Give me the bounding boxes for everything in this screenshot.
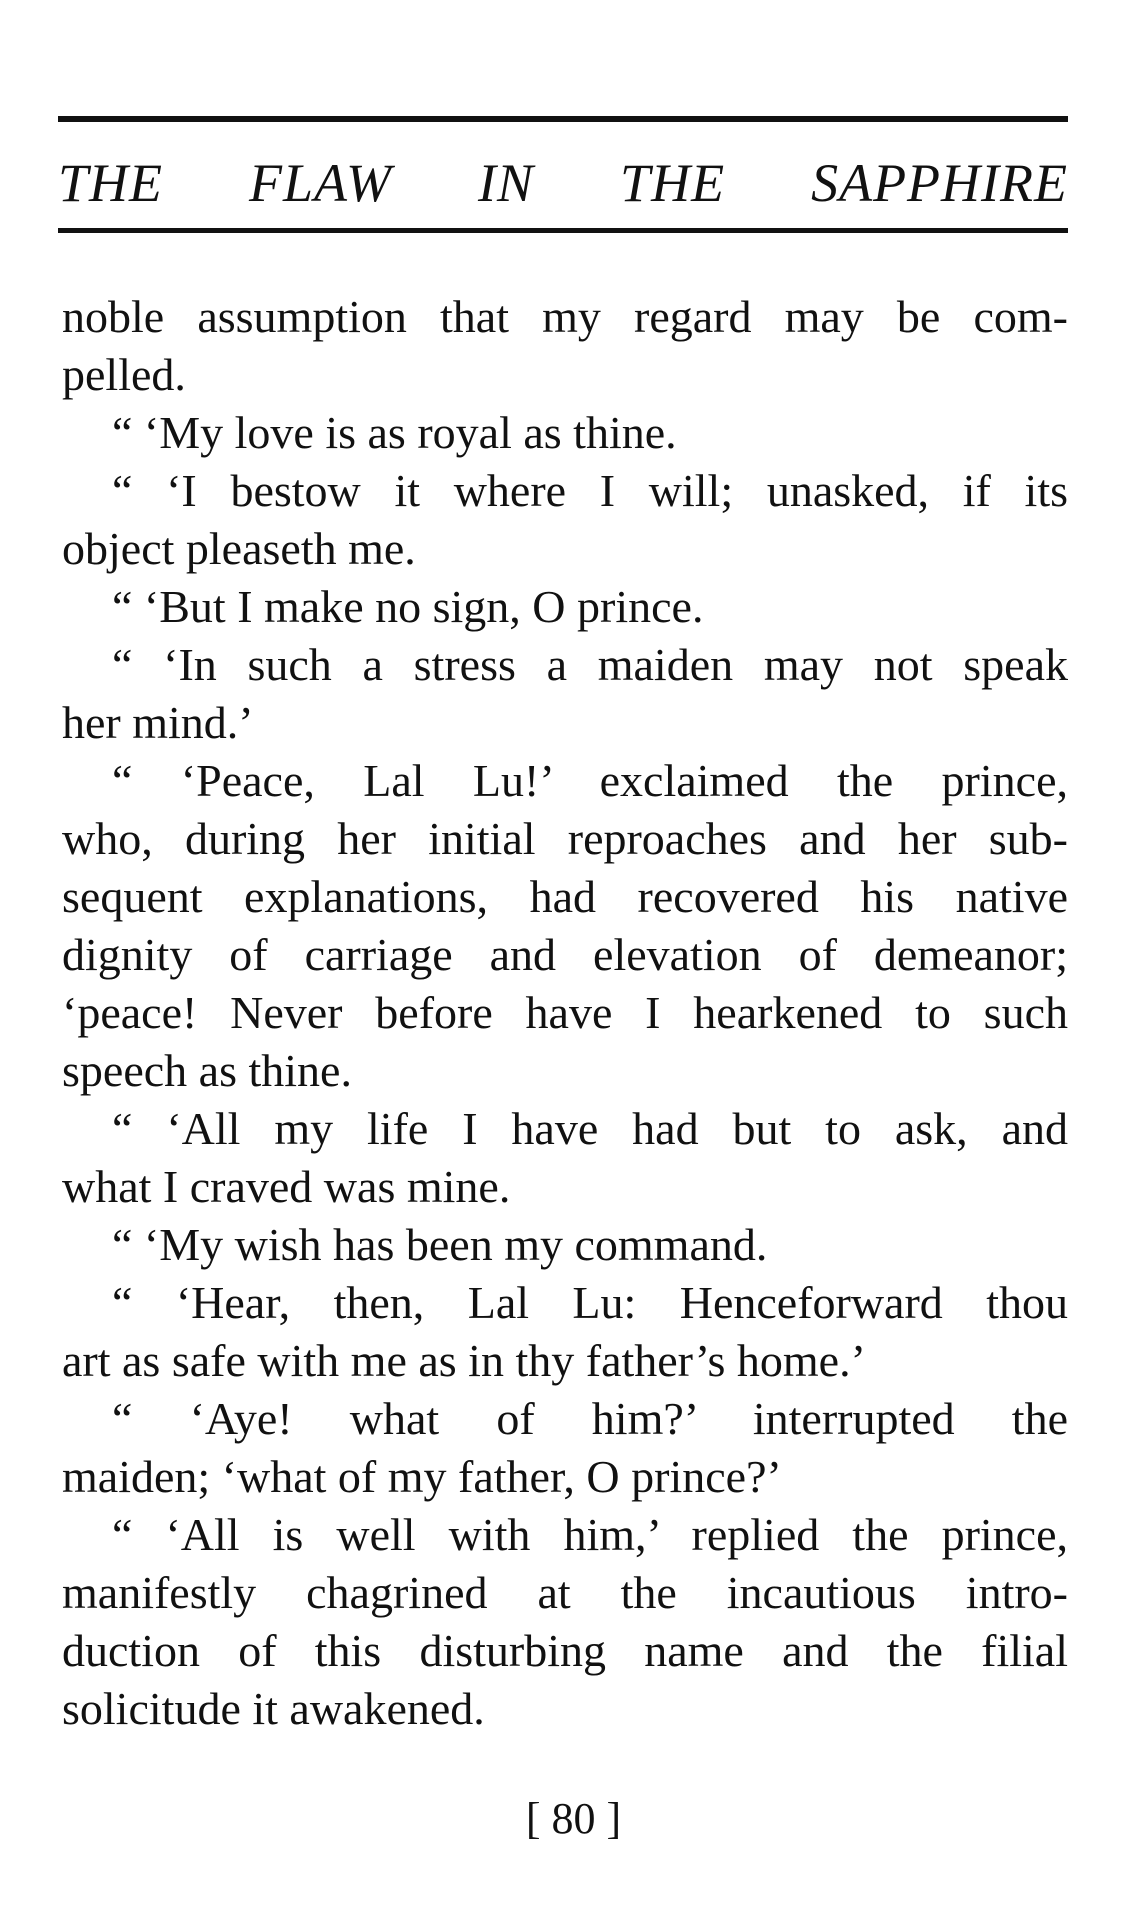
header-rule-top bbox=[58, 116, 1068, 122]
text-line: “ ‘Aye! what of him?’ interrupted the bbox=[112, 1393, 1068, 1444]
text-line: art as safe with me as in thy father’s home.’ bbox=[62, 1335, 866, 1386]
running-head-word: FLAW bbox=[249, 153, 393, 213]
text-line: dignity of carriage and elevation of demeanor; bbox=[62, 929, 1068, 980]
text-line: what I craved was mine. bbox=[62, 1161, 511, 1212]
text-line: “ ‘Hear, then, Lal Lu: Henceforward thou bbox=[112, 1277, 1068, 1328]
running-head bbox=[58, 148, 1068, 218]
text-line: “ ‘In such a stress a maiden may not speak bbox=[112, 639, 1068, 690]
text-line: pelled. bbox=[62, 349, 186, 400]
running-head-word: IN bbox=[478, 153, 535, 213]
text-line: object pleaseth me. bbox=[62, 523, 416, 574]
running-head-word: SAPPHIRE bbox=[811, 153, 1068, 213]
text-line: “ ‘All is well with him,’ replied the prince, bbox=[112, 1509, 1068, 1560]
running-head-word: THE bbox=[58, 153, 164, 213]
text-line: “ ‘But I make no sign, O prince. bbox=[112, 581, 704, 632]
text-line: sequent explanations, had recovered his native bbox=[62, 871, 1068, 922]
text-line: maiden; ‘what of my father, O prince?’ bbox=[62, 1451, 782, 1502]
page-number: [ 80 ] bbox=[525, 1794, 622, 1843]
text-line: ‘peace! Never before have I hearkened to such bbox=[62, 987, 1068, 1038]
running-head-word: THE bbox=[620, 153, 726, 213]
text-line: speech as thine. bbox=[62, 1045, 352, 1096]
text-line: “ ‘My love is as royal as thine. bbox=[112, 407, 677, 458]
text-line: “ ‘Peace, Lal Lu!’ exclaimed the prince, bbox=[112, 755, 1068, 806]
text-line: who, during her initial reproaches and her sub- bbox=[62, 813, 1068, 864]
text-line: duction of this disturbing name and the filial bbox=[62, 1625, 1068, 1676]
text-line: “ ‘I bestow it where I will; unasked, if its bbox=[112, 465, 1068, 516]
text-line: solicitude it awakened. bbox=[62, 1683, 485, 1734]
text-line: manifestly chagrined at the incautious intro- bbox=[62, 1567, 1068, 1618]
text-line: noble assumption that my regard may be com- bbox=[62, 291, 1068, 342]
text-line: her mind.’ bbox=[62, 697, 254, 748]
body-text bbox=[62, 288, 1068, 1738]
header-rule-bottom bbox=[58, 228, 1068, 233]
text-line: “ ‘My wish has been my command. bbox=[112, 1219, 768, 1270]
text-line: “ ‘All my life I have had but to ask, and bbox=[112, 1103, 1068, 1154]
